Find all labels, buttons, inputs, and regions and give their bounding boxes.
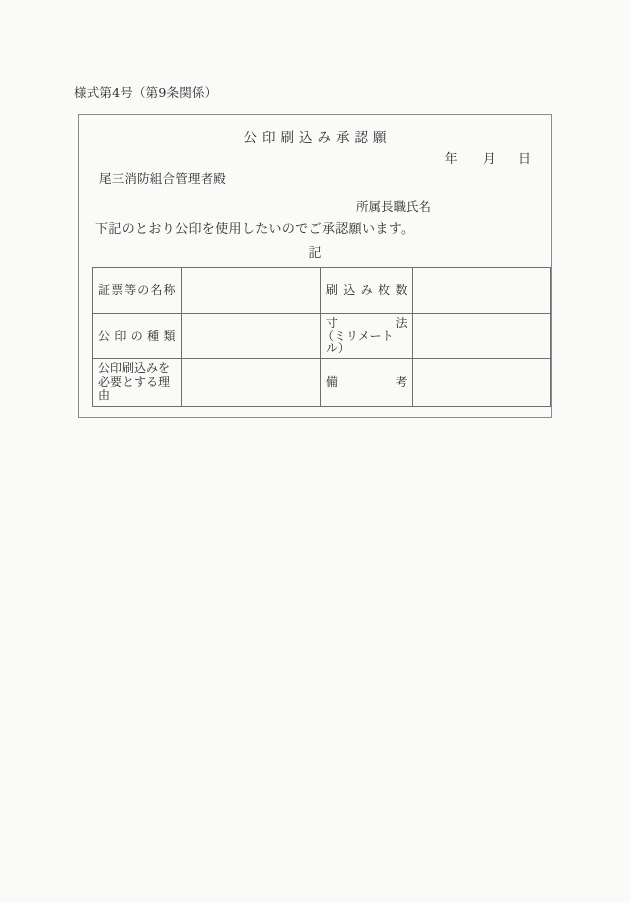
cell-reason-value [181, 359, 320, 407]
form-title: 公印刷込み承認願 [243, 130, 392, 146]
month-label: 月 [482, 152, 496, 167]
cell-seal-type-label: 公印の種類 [93, 314, 182, 359]
cell-copies-label: 刷込み枚数 [320, 268, 413, 314]
approval-table [92, 267, 551, 407]
date-line [445, 148, 531, 167]
request-body-text: 下記のとおり公印を使用したいのでご承認願います。 [95, 222, 415, 237]
cell-remarks-label: 備考 [320, 359, 413, 407]
table-row-name [93, 268, 551, 314]
record-marker: 記 [308, 246, 322, 261]
signer-title-label: 所属長職氏名 [356, 199, 432, 214]
cell-name-value [181, 268, 320, 314]
cell-copies-value [413, 268, 551, 314]
cell-remarks-value [413, 359, 551, 407]
cell-reason-label: 公印刷込みを必要とする理由 [93, 359, 182, 407]
addressee-line: 尾三消防組合管理者殿 [99, 171, 227, 186]
table-row-reason [93, 359, 551, 407]
table-row-seal-type [93, 314, 551, 359]
cell-name-label: 証票等の名称 [93, 268, 182, 314]
cell-seal-type-value [181, 314, 320, 359]
year-label: 年 [444, 152, 458, 167]
day-label: 日 [517, 152, 531, 167]
form-frame [78, 114, 552, 418]
form-number-label: 様式第4号（第9条関係） [74, 85, 218, 100]
cell-size-value [413, 314, 551, 359]
cell-size-label: 寸法 （ミリメート ル） [320, 314, 413, 359]
